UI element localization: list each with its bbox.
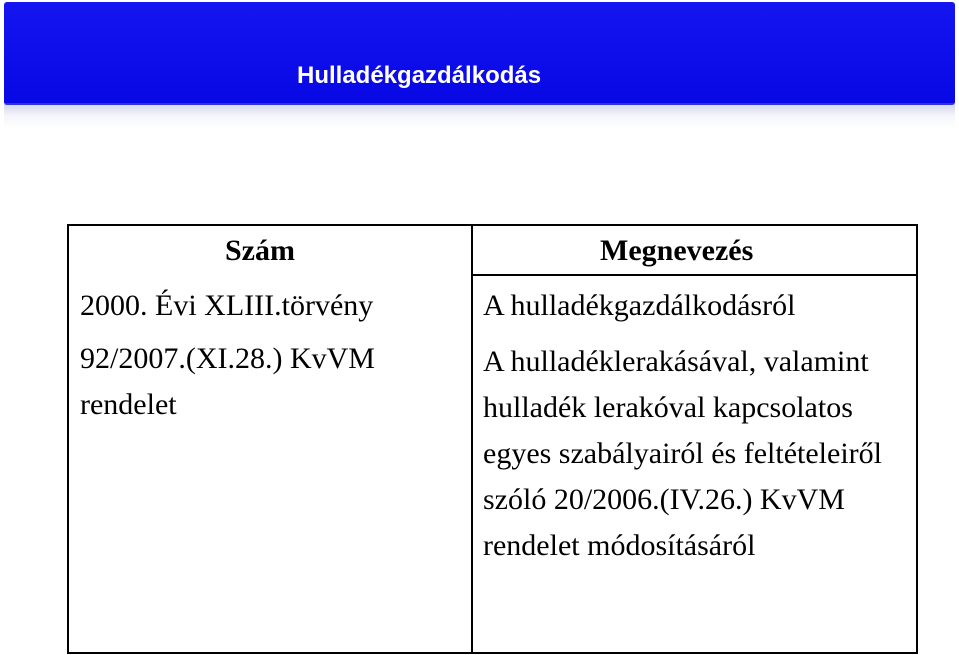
- column-header-name: Megnevezés: [600, 234, 754, 267]
- table-header-divider: [473, 274, 916, 276]
- slide-title: Hulladékgazdálkodás: [297, 62, 542, 89]
- table-row-2-number: 92/2007.(XI.28.) KvVM rendelet: [80, 342, 375, 421]
- table-row-1-name: A hulladékgazdálkodásról: [483, 289, 796, 322]
- table-row-1-number: 2000. Évi XLIII.törvény: [80, 289, 374, 322]
- table-row-2-name: A hulladéklerakásával, valamint hulladék lerakóval kapcsolatos egyes szabályairól és feltételeiről szóló 20/2006.(IV.26.) KvVM rendelet módosításáról: [483, 345, 882, 562]
- banner-shadow: [4, 103, 955, 129]
- table-column-divider: [471, 226, 473, 654]
- column-header-number: Szám: [225, 234, 295, 267]
